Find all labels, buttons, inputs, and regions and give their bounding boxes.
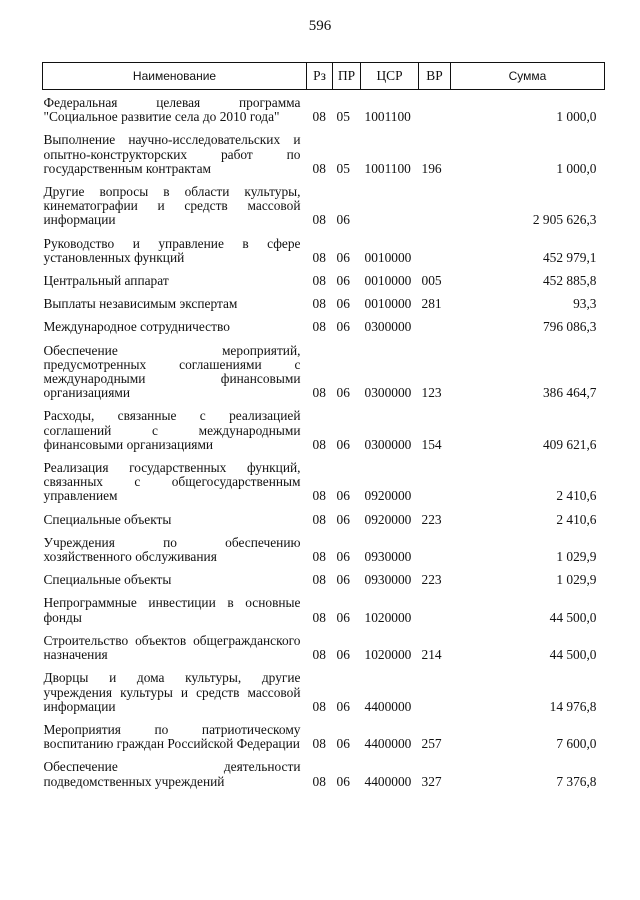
table-row [43,311,605,334]
table-body [43,90,605,789]
cell-name: Выплаты независимым экспертам [43,296,238,312]
cell-csr: 0010000 [364,249,412,265]
cell-pr: 05 [336,160,350,176]
cell-sum: 7 600,0 [556,736,597,752]
table-row [43,265,605,288]
cell-vr [419,176,451,228]
budget-table [42,62,605,789]
cell-vr [419,662,451,714]
header-vr: ВР [419,63,451,90]
cell-csr: 1001100 [364,109,411,125]
cell-rz: 08 [312,436,326,452]
table-row [43,288,605,311]
cell-rz: 08 [312,109,326,125]
cell-sum: 14 976,8 [549,698,597,714]
table-row [43,90,605,125]
cell-vr: 196 [421,160,442,176]
cell-csr: 0930000 [364,572,412,588]
table-row [43,527,605,564]
cell-name: Обеспечение мероприятий, предусмотренных соглашениями с международными финансовыми организациями [43,342,301,401]
cell-vr [419,90,451,125]
cell-vr: 327 [421,773,442,789]
cell-pr: 06 [336,296,350,312]
cell-vr: 223 [421,572,442,588]
cell-rz: 08 [312,488,326,504]
cell-name: Учреждения по обеспечению хозяйственного обслуживания [43,534,301,565]
cell-sum: 452 979,1 [542,249,597,265]
cell-sum: 2 410,6 [556,488,597,504]
cell-sum: 7 376,8 [556,773,597,789]
table-row [43,714,605,751]
cell-csr: 0930000 [364,549,412,565]
cell-csr: 4400000 [364,773,412,789]
cell-vr [419,228,451,265]
cell-vr: 281 [421,296,442,312]
table-row [43,625,605,662]
cell-sum: 1 029,9 [556,572,597,588]
cell-rz: 08 [312,609,326,625]
table-row [43,662,605,714]
table-row [43,228,605,265]
cell-rz: 08 [312,296,326,312]
cell-rz: 08 [312,549,326,565]
cell-name: Специальные объекты [43,572,172,588]
cell-sum: 796 086,3 [542,319,597,335]
cell-pr: 06 [336,698,350,714]
cell-name: Руководство и управление в сфере установленных функций [43,235,301,265]
cell-csr: 0920000 [364,488,412,504]
cell-pr: 06 [336,488,350,504]
table-row [43,335,605,401]
cell-name: Непрограммные инвестиции в основные фонды [43,595,301,625]
cell-rz: 08 [312,736,326,752]
cell-sum: 2 410,6 [556,511,597,527]
cell-name: Специальные объекты [43,511,172,527]
cell-vr: 257 [421,736,442,752]
cell-name: Расходы, связанные с реализацией соглашений с международными финансовыми организациями [43,408,301,452]
cell-name: Дворцы и дома культуры, другие учреждения культуры и средств массовой информации [43,670,301,714]
cell-rz: 08 [312,273,326,289]
cell-csr: 4400000 [364,698,412,714]
cell-rz: 08 [312,385,326,401]
cell-rz: 08 [312,572,326,588]
cell-name: Федеральная целевая программа "Социальное развитие села до 2010 года" [43,95,301,125]
cell-rz: 08 [312,647,326,663]
cell-csr: 4400000 [364,736,412,752]
cell-pr: 06 [336,212,350,228]
table-row [43,400,605,452]
cell-pr: 06 [336,273,350,289]
cell-pr: 06 [336,736,350,752]
cell-sum: 386 464,7 [542,385,597,401]
cell-rz: 08 [312,249,326,265]
header-sum: Сумма [451,63,605,90]
cell-sum: 1 000,0 [556,109,597,125]
cell-sum: 452 885,8 [542,273,597,289]
cell-pr: 06 [336,647,350,663]
header-pr: ПР [333,63,361,90]
cell-name: Выполнение научно-исследовательских и опытно-конструкторских работ по государственным контрактам [43,132,301,176]
header-csr: ЦСР [361,63,419,90]
table-row [43,504,605,527]
cell-vr: 214 [421,647,442,663]
header-rz: Рз [307,63,333,90]
cell-sum: 44 500,0 [549,609,597,625]
cell-csr: 1001100 [364,160,411,176]
cell-vr [419,587,451,624]
cell-rz: 08 [312,160,326,176]
cell-pr: 06 [336,773,350,789]
cell-name: Строительство объектов общегражданского назначения [43,632,301,663]
cell-csr: 0010000 [364,273,412,289]
cell-vr: 223 [421,511,442,527]
table-row [43,587,605,624]
cell-name: Реализация государственных функций, связанных с общегосударственным управлением [43,460,301,504]
cell-csr: 0300000 [364,319,412,335]
table-row [43,124,605,176]
cell-csr: 1020000 [364,609,412,625]
cell-vr: 154 [421,436,442,452]
cell-vr [419,311,451,334]
header-name: Наименование [43,63,307,90]
cell-rz: 08 [312,319,326,335]
cell-name: Центральный аппарат [43,273,169,289]
table-row [43,751,605,788]
cell-name: Обеспечение деятельности подведомственных учреждений [43,759,301,789]
cell-vr: 005 [421,273,442,289]
cell-sum: 44 500,0 [549,647,597,663]
cell-vr [419,452,451,504]
page-number: 596 [308,18,332,34]
cell-csr: 0010000 [364,296,412,312]
cell-pr: 06 [336,609,350,625]
cell-csr: 0920000 [364,511,412,527]
table-header [43,63,605,90]
cell-vr [419,527,451,564]
cell-csr: 1020000 [364,647,412,663]
table-row [43,176,605,228]
cell-sum: 93,3 [573,296,597,312]
cell-rz: 08 [312,698,326,714]
cell-name: Другие вопросы в области культуры, кинематографии и средств массовой информации [43,184,301,228]
cell-sum: 1 029,9 [556,549,597,565]
table-row [43,452,605,504]
cell-sum: 409 621,6 [542,436,597,452]
cell-csr: 0300000 [364,436,412,452]
cell-csr: 0300000 [364,385,412,401]
cell-pr: 06 [336,249,350,265]
cell-rz: 08 [312,773,326,789]
cell-csr [361,176,419,228]
cell-sum: 2 905 626,3 [532,212,597,228]
table-row [43,564,605,587]
cell-pr: 06 [336,436,350,452]
cell-pr: 06 [336,385,350,401]
cell-vr: 123 [421,385,442,401]
cell-pr: 06 [336,511,350,527]
cell-pr: 06 [336,319,350,335]
cell-rz: 08 [312,212,326,228]
cell-sum: 1 000,0 [556,160,597,176]
cell-pr: 06 [336,572,350,588]
cell-name: Мероприятия по патриотическому воспитанию граждан Российской Федерации [43,721,301,752]
cell-pr: 05 [336,109,350,125]
cell-rz: 08 [312,511,326,527]
cell-pr: 06 [336,549,350,565]
cell-name: Международное сотрудничество [43,319,230,335]
